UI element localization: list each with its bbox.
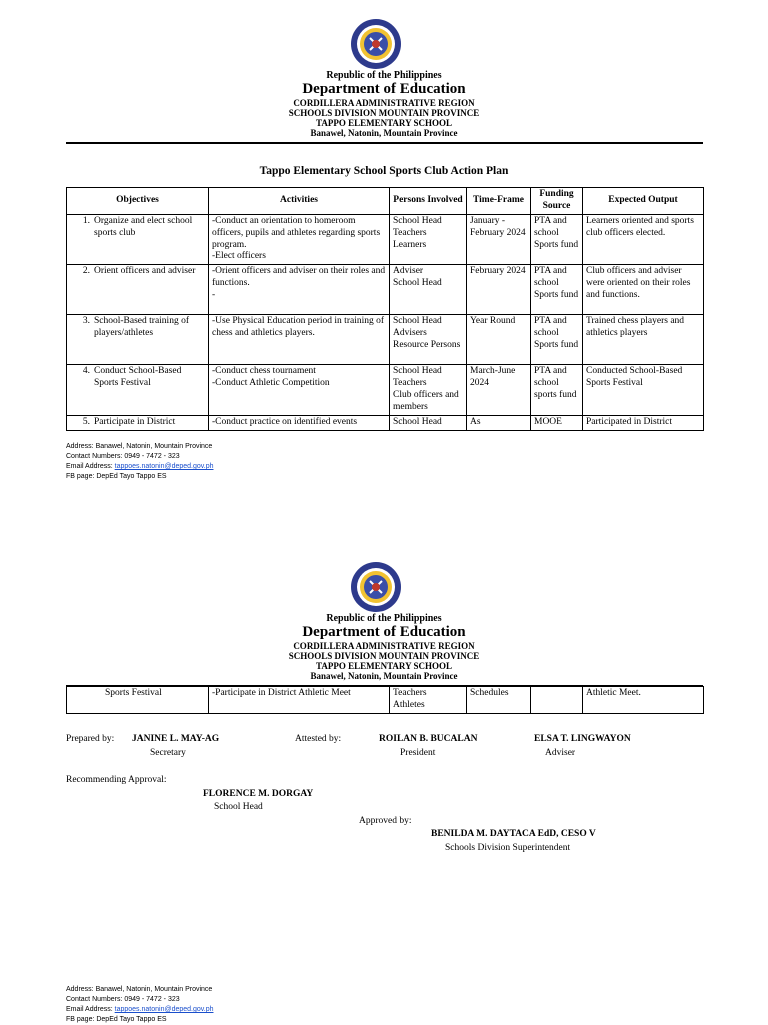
table-row — [67, 214, 704, 265]
footer-contact: Contact Numbers: 0949 - 7472 - 323 — [66, 453, 180, 460]
table-row — [67, 687, 704, 714]
objective-cell — [67, 265, 209, 315]
footer-email-label: Email Address: — [66, 463, 115, 470]
action-plan-table-continued — [66, 686, 704, 714]
footer-email-line — [66, 1005, 213, 1015]
republic-line: Republic of the Philippines — [326, 613, 442, 624]
objective-text: Conduct School-Based Sports Festival — [94, 366, 182, 389]
republic-line: Republic of the Philippines — [326, 70, 442, 81]
timeframe-cell: January - February 2024 — [467, 214, 531, 265]
persons-cell: School Head Teachers Club officers and members — [390, 365, 467, 416]
persons-cell: School Head Teachers Learners — [390, 214, 467, 265]
objective-cell — [67, 365, 209, 416]
objective-cell — [67, 415, 209, 430]
objective-text: Organize and elect school sports club — [94, 215, 193, 238]
location-line: Banawel, Natonin, Mountain Province — [310, 128, 458, 139]
timeframe-cell: Year Round — [467, 315, 531, 365]
page-footer — [66, 985, 213, 1025]
row-number: 4. — [82, 366, 90, 377]
activities-cell: -Conduct an orientation to homeroom officers, pupils and athletes regarding sports program. -Elect officers — [209, 214, 390, 265]
region-line: CORDILLERA ADMINISTRATIVE REGION — [293, 97, 475, 108]
table-row — [67, 315, 704, 365]
footer-address: Address: Banawel, Natonin, Mountain Province — [66, 986, 213, 993]
school-line: TAPPO ELEMENTARY SCHOOL — [315, 118, 453, 129]
school-line: TAPPO ELEMENTARY SCHOOL — [315, 661, 453, 672]
funding-cell: MOOE — [531, 415, 583, 430]
funding-cell: PTA and school Sports fund — [531, 315, 583, 365]
row-number: 3. — [82, 316, 90, 327]
output-cell: Conducted School-Based Sports Festival — [583, 365, 704, 416]
objective-cell: Sports Festival — [67, 687, 209, 714]
document-title: Tappo Elementary School Sports Club Action Plan — [259, 165, 509, 177]
activities-cell: -Orient officers and adviser on their roles and functions. - — [209, 265, 390, 315]
division-line: SCHOOLS DIVISION MOUNTAIN PROVINCE — [288, 108, 480, 119]
header-activities: Activities — [209, 188, 390, 215]
action-plan-table — [66, 187, 704, 431]
approved-by-label: Approved by: — [359, 816, 412, 826]
row-number: 5. — [82, 416, 90, 427]
objective-cell — [67, 214, 209, 265]
table-row — [67, 365, 704, 416]
table-row — [67, 265, 704, 315]
row-number: 2. — [82, 266, 90, 277]
persons-cell: School Head Advisers Resource Persons — [390, 315, 467, 365]
objective-text: Orient officers and adviser — [94, 266, 196, 277]
funding-cell — [531, 687, 583, 714]
persons-cell: School Head — [390, 415, 467, 430]
header-funding: Funding Source — [531, 188, 583, 215]
persons-cell: Teachers Athletes — [390, 687, 467, 714]
funding-cell: PTA and school sports fund — [531, 365, 583, 416]
footer-email-line — [66, 462, 213, 472]
row-number: 1. — [82, 215, 90, 226]
footer-email-link[interactable]: tappoes.natonin@deped.gov.ph — [114, 463, 214, 470]
timeframe-cell: February 2024 — [467, 265, 531, 315]
output-cell: Athletic Meet. — [583, 687, 704, 714]
footer-fb: FB page: DepEd Tayo Tappo ES — [66, 1016, 167, 1023]
footer-email-label: Email Address: — [66, 1006, 115, 1013]
department-line: Department of Education — [302, 81, 466, 98]
attested-by-name-president: ROILAN B. BUCALAN — [379, 734, 478, 744]
header-rule — [66, 142, 703, 144]
location-line: Banawel, Natonin, Mountain Province — [310, 671, 458, 682]
attested-by-label: Attested by: — [295, 734, 342, 744]
output-cell: Participated in District — [583, 415, 704, 430]
activities-cell: -Use Physical Education period in training of chess and athletics players. — [209, 315, 390, 365]
prepared-by-label: Prepared by: — [66, 734, 115, 744]
footer-address: Address: Banawel, Natonin, Mountain Province — [66, 443, 213, 450]
letterhead — [0, 613, 768, 681]
attested-by-role-president: President — [400, 748, 436, 758]
header-output: Expected Output — [583, 188, 704, 215]
table-row — [67, 415, 704, 430]
output-cell: Club officers and adviser were oriented on their roles and functions. — [583, 265, 704, 315]
header-persons: Persons Involved — [390, 188, 467, 215]
persons-cell: Adviser School Head — [390, 265, 467, 315]
objective-text: School-Based training of players/athletes — [94, 316, 189, 339]
objective-cell — [67, 315, 209, 365]
attested-by-role-adviser: Adviser — [545, 748, 576, 758]
recommending-approval-role: School Head — [214, 802, 263, 812]
prepared-by-role: Secretary — [150, 748, 186, 758]
footer-email-link[interactable]: tappoes.natonin@deped.gov.ph — [114, 1006, 214, 1013]
division-line: SCHOOLS DIVISION MOUNTAIN PROVINCE — [288, 651, 480, 662]
header-timeframe: Time-Frame — [467, 188, 531, 215]
approved-by-role: Schools Division Superintendent — [445, 843, 571, 853]
footer-contact: Contact Numbers: 0949 - 7472 - 323 — [66, 996, 180, 1003]
page-footer — [66, 442, 213, 482]
footer-fb: FB page: DepEd Tayo Tappo ES — [66, 473, 167, 480]
timeframe-cell: March-June 2024 — [467, 365, 531, 416]
department-line: Department of Education — [302, 624, 466, 641]
objective-text: Participate in District — [94, 416, 176, 427]
output-cell: Learners oriented and sports club officers elected. — [583, 214, 704, 265]
deped-seal-icon — [350, 18, 402, 70]
region-line: CORDILLERA ADMINISTRATIVE REGION — [293, 640, 475, 651]
prepared-by-name: JANINE L. MAY-AG — [132, 734, 220, 744]
recommending-approval-name: FLORENCE M. DORGAY — [203, 789, 314, 799]
funding-cell: PTA and school Sports fund — [531, 214, 583, 265]
table-header-row — [67, 188, 704, 215]
funding-cell: PTA and school Sports fund — [531, 265, 583, 315]
approved-by-name: BENILDA M. DAYTACA EdD, CESO V — [431, 829, 596, 839]
attested-by-name-adviser: ELSA T. LINGWAYON — [534, 734, 631, 744]
activities-cell: -Conduct practice on identified events — [209, 415, 390, 430]
recommending-approval-label: Recommending Approval: — [66, 775, 167, 785]
timeframe-cell: As — [467, 415, 531, 430]
activities-cell: -Conduct chess tournament -Conduct Athletic Competition — [209, 365, 390, 416]
deped-seal-icon — [350, 561, 402, 613]
timeframe-cell: Schedules — [467, 687, 531, 714]
activities-cell: -Participate in District Athletic Meet — [209, 687, 390, 714]
header-objectives: Objectives — [67, 188, 209, 215]
output-cell: Trained chess players and athletics players — [583, 315, 704, 365]
letterhead — [0, 70, 768, 138]
